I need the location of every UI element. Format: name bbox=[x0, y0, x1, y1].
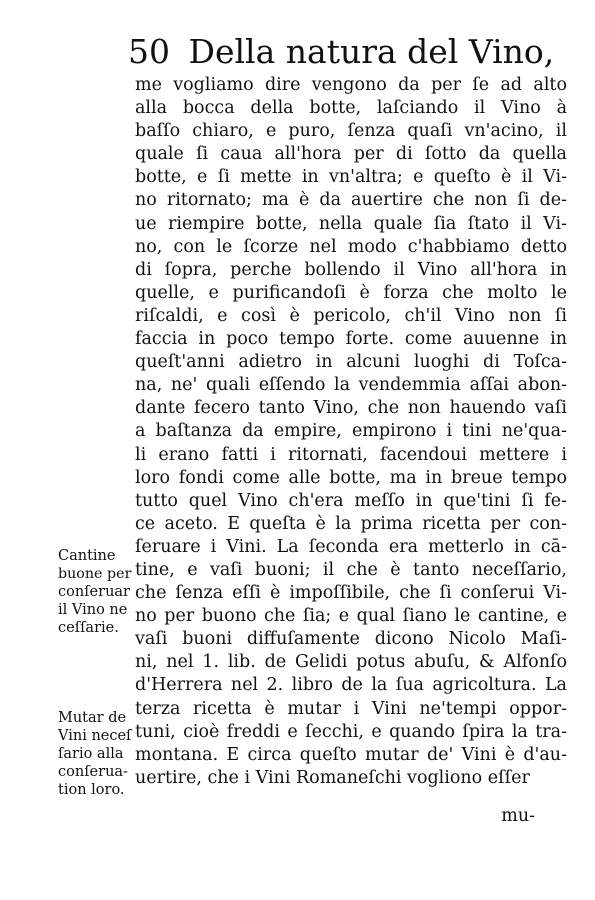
text-line: no per buono che ſia; e qual ſiano le cantine, e bbox=[135, 606, 567, 627]
text-line: ni, nel 1. lib. de Gelidi potus abuſu, & Alfonſo bbox=[135, 652, 567, 673]
text-line: ſeruare i Vini. La ſeconda era metterlo in cā- bbox=[135, 536, 567, 557]
text-line: quelle, e purificandoſi è forza che molto le bbox=[135, 282, 567, 303]
text-line: ce aceto. E queſta è la prima ricetta per con- bbox=[135, 513, 567, 534]
text-line: d'Herrera nel 2. libro de la ſua agricoltura. La bbox=[135, 675, 567, 696]
text-line: loro fondi come alle botte, ma in breue tempo bbox=[135, 467, 567, 488]
text-line: tuni, cioè freddi e ſecchi, e quando ſpira la tra- bbox=[135, 721, 567, 742]
text-line: queſt'anni adietro in alcuni luoghi di Toſca- bbox=[135, 352, 567, 373]
text-line: uertire, che i Vini Romaneſchi vogliono eſſer bbox=[135, 767, 530, 788]
text-line: riſcaldi, e così è pericolo, ch'il Vino non ſi bbox=[135, 305, 567, 326]
text-line: di ſopra, perche bollendo il Vino all'hora in bbox=[135, 259, 567, 280]
text-line: terza ricetta è mutar i Vini ne'tempi oppor- bbox=[135, 698, 567, 719]
text-line: tine, e vaſi buoni; il che è tanto neceſſario, bbox=[135, 559, 567, 580]
side-note-line: Mutar de bbox=[58, 710, 127, 726]
side-note-line: Vini neceſ bbox=[58, 728, 132, 744]
text-line: no, con le ſcorze nel modo c'habbiamo detto bbox=[135, 236, 567, 257]
side-note-line: buone per bbox=[58, 566, 132, 582]
text-line: che ſenza eſſi è impoſſibile, che ſi conſerui Vi- bbox=[135, 583, 567, 604]
side-note-line: tion loro. bbox=[58, 782, 125, 798]
main-text-block bbox=[135, 74, 567, 790]
side-note-line: ceſſarie. bbox=[58, 620, 119, 636]
side-note-line: conſerua- bbox=[58, 764, 128, 780]
catchword: mu- bbox=[501, 806, 535, 826]
side-note-line: il Vino ne bbox=[58, 602, 128, 618]
text-line: tutto quel Vino ch'era meſſo in que'tini ſi fe- bbox=[135, 490, 567, 511]
side-note-cellars bbox=[58, 547, 130, 637]
side-note-line: Cantine bbox=[58, 548, 116, 564]
running-title: Della natura del Vino, bbox=[188, 32, 555, 71]
text-line: no ritornato; ma è da auertire che non ſi de- bbox=[135, 190, 567, 211]
text-line: na, ne' quali eſſendo la vendemmia aſſai abon- bbox=[135, 375, 567, 396]
running-head bbox=[128, 32, 568, 72]
side-note-line: conſeruar bbox=[58, 584, 130, 600]
text-line: montana. E circa queſto mutar de' Vini è d'au- bbox=[135, 744, 567, 765]
page-number: 50 bbox=[128, 32, 170, 71]
text-line: vaſi buoni diffuſamente dicono Nicolo Maſi- bbox=[135, 629, 567, 650]
side-note-line: ſario alla bbox=[58, 746, 124, 762]
text-line: li erano fatti i ritornati, facendoui mettere i bbox=[135, 444, 567, 465]
text-line: quale ſi caua all'hora per di ſotto da quella bbox=[135, 144, 567, 165]
text-line: baſſo chiaro, e puro, ſenza quaſi vn'acino, il bbox=[135, 121, 567, 142]
text-line: dante fecero tanto Vino, che non hauendo vaſi bbox=[135, 398, 567, 419]
text-line: a baſtanza da empire, empirono i tini ne'qua- bbox=[135, 421, 567, 442]
text-line: faccia in poco tempo forte. come auuenne in bbox=[135, 329, 567, 350]
text-line: me vogliamo dire vengono da per ſe ad alto bbox=[135, 75, 567, 95]
side-note-changing-wines bbox=[58, 709, 130, 799]
text-line: botte, e ſi mette in vn'altra; e queſto è il Vi- bbox=[135, 167, 567, 188]
text-line: alla bocca della botte, laſciando il Vino à bbox=[135, 98, 567, 119]
text-line: ue riempire botte, nella quale ſia ſtato il Vi- bbox=[135, 213, 567, 234]
